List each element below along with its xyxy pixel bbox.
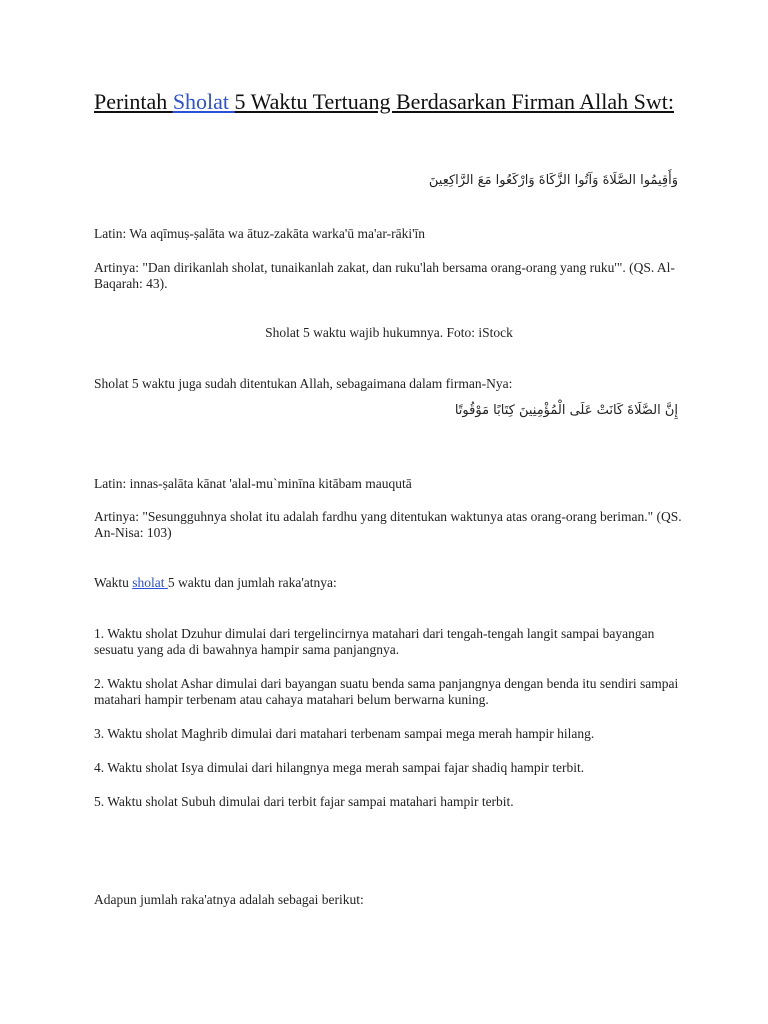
latin-verse-1: Latin: Wa aqīmuṣ-ṣalāta wa ātuz-zakāta warka'ū ma'ar-rāki'īn [94, 226, 426, 241]
title-text-before: Perintah [93, 89, 173, 114]
waktu-heading-after: 5 waktu dan jumlah raka'atnya: [167, 575, 337, 590]
list-item-dzuhur: 1. Waktu sholat Dzuhur dimulai dari tergelincirnya matahari dari tengah-tengah langit sampai bayangan sesuatu yang ada di bawahnya hampir sama panjangnya. [94, 626, 655, 657]
arabic-verse-1: وَأَقِيمُوا الصَّلَاةَ وَآتُوا الزَّكَاةَ وَارْكَعُوا مَعَ الرَّاكِعِينَ [428, 173, 678, 188]
rakaat-intro: Adapun jumlah raka'atnya adalah sebagai berikut: [94, 892, 364, 907]
page-title [60, 88, 708, 115]
latin-verse-2: Latin: innas-ṣalāta kānat 'alal-mu`minīna kitābam mauqutā [94, 476, 412, 491]
intro-verse-2: Sholat 5 waktu juga sudah ditentukan Allah, sebagaimana dalam firman-Nya: [94, 376, 513, 391]
translation-verse-2: Artinya: "Sesungguhnya sholat itu adalah fardhu yang ditentukan waktunya atas orang-orang beriman." (QS. An-Nisa: 103) [94, 509, 682, 540]
list-item-maghrib: 3. Waktu sholat Maghrib dimulai dari matahari terbenam sampai mega merah hampir hilang. [94, 726, 595, 741]
title-text-after: 5 Waktu Tertuang Berdasarkan Firman Allah Swt: [234, 89, 675, 114]
title-sholat-link[interactable]: Sholat [172, 89, 235, 114]
translation-verse-1: Artinya: "Dan dirikanlah sholat, tunaikanlah zakat, dan ruku'lah bersama orang-orang yang ruku'". (QS. Al-Baqarah: 43). [94, 260, 675, 291]
arabic-verse-2: إِنَّ الصَّلَاةَ كَانَتْ عَلَى الْمُؤْمِنِينَ كِتَابًا مَوْقُوتًا [454, 403, 678, 418]
waktu-heading-before: Waktu [94, 575, 133, 590]
list-item-subuh: 5. Waktu sholat Subuh dimulai dari terbit fajar sampai matahari hampir terbit. [94, 794, 514, 809]
waktu-sholat-link[interactable]: sholat [132, 575, 168, 590]
photo-caption: Sholat 5 waktu wajib hukumnya. Foto: iStock [265, 325, 513, 340]
waktu-heading [94, 575, 684, 591]
list-item-isya: 4. Waktu sholat Isya dimulai dari hilangnya mega merah sampai fajar shadiq hampir terbit. [94, 760, 585, 775]
list-item-ashar: 2. Waktu sholat Ashar dimulai dari bayangan suatu benda sama panjangnya dengan benda itu sendiri sampai matahari hampir terbenam atau cahaya matahari belum berwarna kuning. [94, 676, 679, 707]
